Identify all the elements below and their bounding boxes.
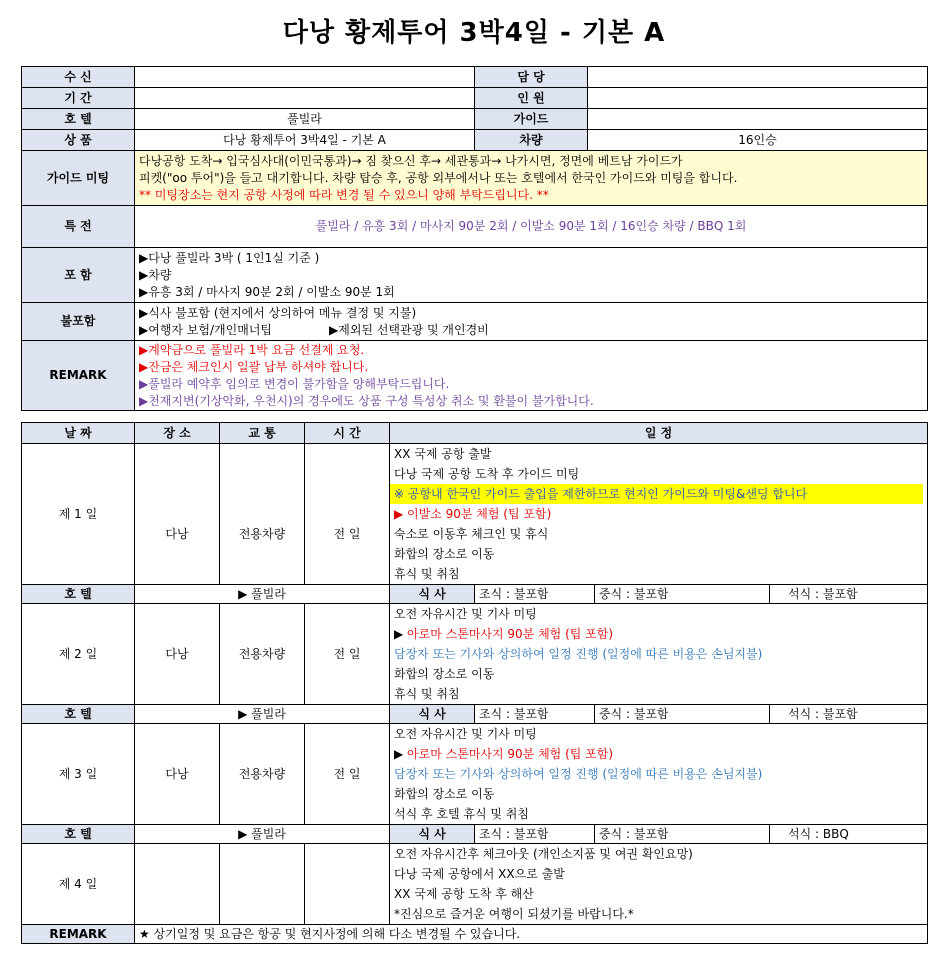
remark-line: ▶풀빌라 예약후 임의로 변경이 불가함을 양해부탁드립니다. bbox=[139, 376, 450, 391]
itinerary-item: 화합의 장소로 이동 bbox=[394, 787, 495, 801]
vehicle-value: 16인승 bbox=[588, 130, 928, 151]
day-place bbox=[135, 444, 220, 585]
excludes-item: ▶여행자 보험/개인매너팁 bbox=[139, 322, 273, 337]
meal-label: 식 사 bbox=[390, 825, 475, 844]
dinner: 석식 : BBQ bbox=[770, 825, 928, 844]
remark-line: ▶계약금으로 풀빌라 1박 요금 선결제 요청. bbox=[139, 342, 365, 357]
day-time bbox=[305, 844, 390, 925]
guide-meeting-notice: ** 미팅장소는 현지 공항 사정에 따라 변경 될 수 있으니 양해 부탁드립니다. ** bbox=[139, 187, 549, 202]
benefits-text: 풀빌라 / 유흥 3회 / 마사지 90분 2회 / 이발소 90분 1회 / 16인승 차량 / BBQ 1회 bbox=[135, 206, 928, 248]
period-value bbox=[135, 88, 475, 109]
day-label: 제 2 일 bbox=[22, 604, 135, 705]
excludes-item: ▶제외된 선택관광 및 개인경비 bbox=[329, 322, 489, 337]
people-label: 인 원 bbox=[475, 88, 588, 109]
itinerary-item: 오전 자유시간 및 기사 미팅 bbox=[394, 727, 537, 741]
day-itinerary bbox=[390, 844, 928, 925]
hotel-row-label: 호 텔 bbox=[22, 585, 135, 604]
itinerary-item: 화합의 장소로 이동 bbox=[394, 547, 495, 561]
day-itinerary bbox=[390, 444, 928, 585]
itinerary-item: 아로마 스톤마사지 90분 체험 (팁 포함) bbox=[407, 627, 614, 641]
guide-meeting-line: 피켓("oo 투어")을 들고 대기합니다. 차량 탑승 후, 공항 외부에서나 또는 호텔에서 한국인 가이드와 미팅을 합니다. bbox=[139, 170, 738, 185]
lunch: 중식 : 불포함 bbox=[595, 825, 770, 844]
hotel-row-value: ▶ 풀빌라 bbox=[135, 705, 390, 724]
hotel-value: 풀빌라 bbox=[135, 109, 475, 130]
itinerary-item: 다낭 국제 공항에서 XX으로 출발 bbox=[394, 867, 565, 881]
itinerary-item-row bbox=[394, 624, 923, 644]
itinerary-item: 오전 자유시간후 체크아웃 (개인소지품 및 여권 확인요망) bbox=[394, 847, 693, 861]
header-time: 시 간 bbox=[305, 423, 390, 444]
day-time-text: 전 일 bbox=[333, 526, 361, 541]
itinerary-item: XX 국제 공항 도착 후 해산 bbox=[394, 887, 534, 901]
dinner: 석식 : 불포함 bbox=[770, 705, 928, 724]
lunch: 중식 : 불포함 bbox=[595, 705, 770, 724]
arrow-icon: ▶ bbox=[394, 747, 408, 761]
header-transport: 교 통 bbox=[220, 423, 305, 444]
guide-meeting-line: 다낭공항 도착→ 입국심사대(이민국통과)→ 짐 찾으신 후→ 세관통과→ 나가시면, 정면에 베트남 가이드가 bbox=[139, 153, 683, 168]
schedule-table bbox=[21, 422, 928, 944]
day-place-text: 다낭 bbox=[165, 526, 189, 541]
excludes-content bbox=[135, 303, 928, 341]
breakfast: 조식 : 불포함 bbox=[475, 585, 595, 604]
recipient-label: 수 신 bbox=[22, 67, 135, 88]
header-itinerary: 일 정 bbox=[390, 423, 928, 444]
day-transport-text: 전용차량 bbox=[238, 526, 286, 541]
info-table bbox=[21, 66, 928, 411]
breakfast: 조식 : 불포함 bbox=[475, 825, 595, 844]
itinerary-item: 휴식 및 취침 bbox=[394, 567, 460, 581]
itinerary-item: 담장자 또는 기사와 상의하여 일정 진행 (일정에 따른 비용은 손님지불) bbox=[394, 647, 763, 661]
day-place: 다낭 bbox=[135, 724, 220, 825]
itinerary-item: 담장자 또는 기사와 상의하여 일정 진행 (일정에 따른 비용은 손님지불) bbox=[394, 767, 763, 781]
itinerary-item: 화합의 장소로 이동 bbox=[394, 667, 495, 681]
itinerary-item: 오전 자유시간 및 기사 미팅 bbox=[394, 607, 537, 621]
arrow-icon: ▶ bbox=[394, 627, 408, 641]
period-label: 기 간 bbox=[22, 88, 135, 109]
itinerary-notice: ※ 공항내 한국인 가이드 출입을 제한하므로 현지인 가이드와 미팅&샌딩 합니다 bbox=[390, 484, 923, 504]
includes-item: ▶다낭 풀빌라 3박 ( 1인1실 기준 ) bbox=[139, 250, 320, 265]
excludes-label: 불포함 bbox=[22, 303, 135, 341]
itinerary-item: 휴식 및 취침 bbox=[394, 687, 460, 701]
day-label: 제 1 일 bbox=[22, 444, 135, 585]
vehicle-label: 차량 bbox=[475, 130, 588, 151]
lunch: 중식 : 불포함 bbox=[595, 585, 770, 604]
itinerary-item: 아로마 스톤마사지 90분 체험 (팁 포함) bbox=[407, 747, 614, 761]
meal-label: 식 사 bbox=[390, 585, 475, 604]
benefits-label: 특 전 bbox=[22, 206, 135, 248]
itinerary-item: XX 국제 공항 출발 bbox=[394, 447, 492, 461]
day-place: 다낭 bbox=[135, 604, 220, 705]
header-date: 날 짜 bbox=[22, 423, 135, 444]
breakfast: 조식 : 불포함 bbox=[475, 705, 595, 724]
manager-value bbox=[588, 67, 928, 88]
header-place: 장 소 bbox=[135, 423, 220, 444]
product-label: 상 품 bbox=[22, 130, 135, 151]
day-transport: 전용차량 bbox=[220, 604, 305, 705]
excludes-item: ▶식사 불포함 (현지에서 상의하여 메뉴 결정 및 지불) bbox=[139, 305, 417, 320]
day-transport bbox=[220, 444, 305, 585]
meal-label: 식 사 bbox=[390, 705, 475, 724]
day-transport: 전용차량 bbox=[220, 724, 305, 825]
day-time bbox=[305, 444, 390, 585]
day-transport bbox=[220, 844, 305, 925]
day-itinerary bbox=[390, 604, 928, 705]
remark-line: ▶잔금은 체크인시 일괄 납부 하셔야 합니다. bbox=[139, 359, 369, 374]
guide-value bbox=[588, 109, 928, 130]
itinerary-item-row bbox=[394, 744, 923, 764]
itinerary-item: 다낭 국제 공항 도착 후 가이드 미팅 bbox=[394, 467, 580, 481]
includes-item: ▶유흥 3회 / 마사지 90분 2회 / 이발소 90분 1회 bbox=[139, 284, 395, 299]
dinner: 석식 : 불포함 bbox=[770, 585, 928, 604]
guide-label: 가이드 bbox=[475, 109, 588, 130]
day-itinerary bbox=[390, 724, 928, 825]
itinerary-item: *진심으로 즐거운 여행이 되셨기를 바랍니다.* bbox=[394, 907, 634, 921]
footer-remark-text: ★ 상기일정 및 요금은 항공 및 현지사정에 의해 다소 변경될 수 있습니다. bbox=[135, 925, 928, 944]
day-label: 제 4 일 bbox=[22, 844, 135, 925]
manager-label: 담 당 bbox=[475, 67, 588, 88]
hotel-row-value: ▶ 풀빌라 bbox=[135, 825, 390, 844]
footer-remark-label: REMARK bbox=[22, 925, 135, 944]
hotel-label: 호 텔 bbox=[22, 109, 135, 130]
day-time: 전 일 bbox=[305, 724, 390, 825]
people-value bbox=[588, 88, 928, 109]
remark-content bbox=[135, 341, 928, 411]
remark-label: REMARK bbox=[22, 341, 135, 411]
includes-content bbox=[135, 248, 928, 303]
day-label: 제 3 일 bbox=[22, 724, 135, 825]
recipient-value bbox=[135, 67, 475, 88]
excludes-row bbox=[139, 322, 923, 339]
guide-meeting-label: 가이드 미팅 bbox=[22, 151, 135, 206]
hotel-row-label: 호 텔 bbox=[22, 705, 135, 724]
guide-meeting-content bbox=[135, 151, 928, 206]
page-title: 다낭 황제투어 3박4일 - 기본 A bbox=[282, 18, 666, 48]
day-place bbox=[135, 844, 220, 925]
includes-label: 포 함 bbox=[22, 248, 135, 303]
itinerary-item: ▶ 이발소 90분 체험 (팁 포함) bbox=[394, 507, 552, 521]
day-time: 전 일 bbox=[305, 604, 390, 705]
hotel-row-label: 호 텔 bbox=[22, 825, 135, 844]
itinerary-item: 숙소로 이동후 체크인 및 휴식 bbox=[394, 527, 549, 541]
includes-item: ▶차량 bbox=[139, 267, 172, 282]
hotel-row-value: ▶ 풀빌라 bbox=[135, 585, 390, 604]
product-value: 다낭 황제투어 3박4일 - 기본 A bbox=[135, 130, 475, 151]
remark-line: ▶천재지변(기상악화, 우천시)의 경우에도 상품 구성 특성상 취소 및 환불이 불가합니다. bbox=[139, 393, 594, 408]
itinerary-item: 석식 후 호텔 휴식 및 취침 bbox=[394, 807, 529, 821]
